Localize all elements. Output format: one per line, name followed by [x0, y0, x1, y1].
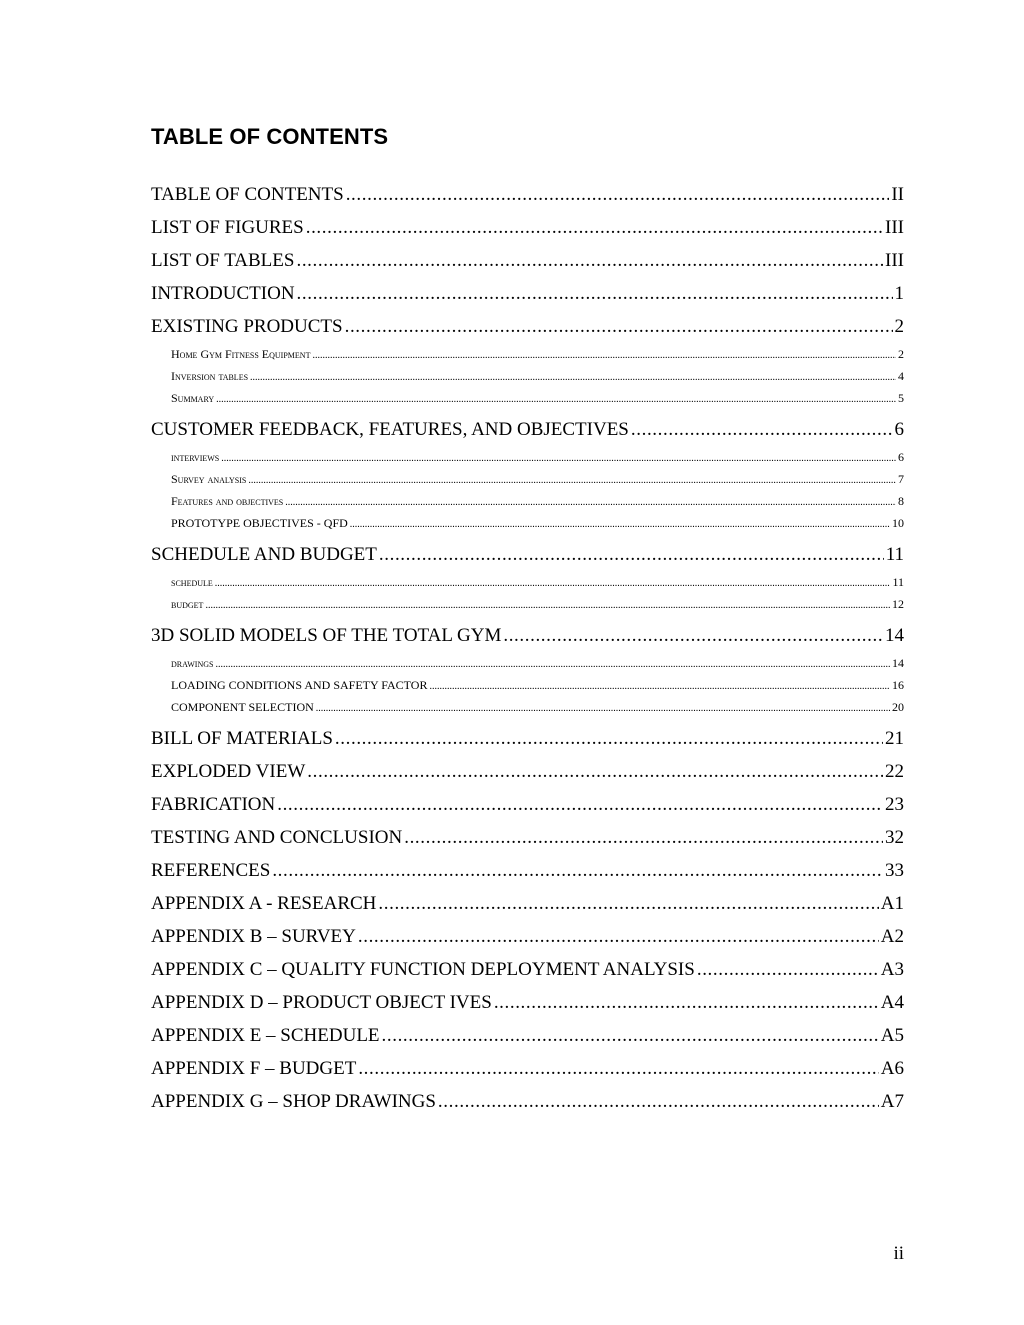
- toc-dot-leader: [285, 491, 896, 513]
- toc-entry[interactable]: [151, 211, 904, 244]
- toc-entry-title: APPENDIX A - RESEARCH: [151, 893, 377, 914]
- toc-entry[interactable]: [151, 310, 904, 343]
- toc-entry[interactable]: [151, 277, 904, 310]
- toc-entry-title: drawings: [171, 656, 214, 670]
- toc-entry-page: 5: [898, 391, 904, 405]
- toc-dot-leader: [316, 697, 890, 719]
- toc-dot-leader: [345, 310, 893, 343]
- toc-dot-leader: [306, 211, 883, 244]
- toc-entry-page: A7: [880, 1091, 904, 1112]
- toc-subentry[interactable]: [151, 366, 904, 388]
- toc-entry-title: EXISTING PRODUCTS: [151, 316, 343, 337]
- toc-dot-leader: [503, 619, 883, 652]
- toc-entry-title: TABLE OF CONTENTS: [151, 184, 344, 205]
- toc-entry-page: 21: [885, 728, 904, 749]
- toc-entry-page: 11: [892, 575, 904, 589]
- toc-entry-page: 2: [894, 316, 904, 337]
- toc-entry-page: 2: [898, 347, 904, 361]
- toc-dot-leader: [250, 366, 896, 388]
- toc-dot-leader: [215, 653, 890, 675]
- toc-dot-leader: [404, 821, 883, 854]
- toc-entry-title: APPENDIX F – BUDGET: [151, 1058, 357, 1079]
- toc-entry-page: 14: [885, 625, 904, 646]
- toc-entry-page: A3: [880, 959, 904, 980]
- toc-dot-leader: [335, 722, 883, 755]
- toc-entry-page: 16: [892, 678, 904, 692]
- toc-entry[interactable]: [151, 244, 904, 277]
- toc-entry-page: A2: [880, 926, 904, 947]
- page-title: TABLE OF CONTENTS: [151, 124, 389, 149]
- toc-entry-page: A4: [880, 992, 904, 1013]
- toc-entry-page: 32: [885, 827, 904, 848]
- toc-entry-page: 6: [898, 450, 904, 464]
- toc-entry-page: 14: [892, 656, 904, 670]
- toc-entry-page: 6: [894, 419, 904, 440]
- toc-subentry[interactable]: [151, 697, 904, 719]
- toc-dot-leader: [297, 277, 893, 310]
- toc-entry-title: interviews: [171, 450, 220, 464]
- toc-subentry[interactable]: [151, 344, 904, 366]
- toc-entry-page: 33: [885, 860, 904, 881]
- toc-entry-page: A1: [880, 893, 904, 914]
- toc-entry-page: 1: [894, 283, 904, 304]
- toc-dot-leader: [429, 675, 890, 697]
- toc-subentry[interactable]: [151, 447, 904, 469]
- toc-dot-leader: [277, 788, 883, 821]
- toc-entry-title: CUSTOMER FEEDBACK, FEATURES, AND OBJECTIVES: [151, 419, 629, 440]
- toc-entry-title: APPENDIX B – SURVEY: [151, 926, 356, 947]
- toc-dot-leader: [631, 413, 893, 446]
- toc-dot-leader: [221, 447, 896, 469]
- toc-entry-page: 20: [892, 700, 904, 714]
- toc-subentry[interactable]: [151, 572, 904, 594]
- toc-entry-title: COMPONENT SELECTION: [171, 700, 314, 714]
- toc-entry[interactable]: [151, 755, 904, 788]
- toc-dot-leader: [494, 986, 879, 1019]
- toc-entry-title: 3D SOLID MODELS OF THE TOTAL GYM: [151, 625, 502, 646]
- toc-dot-leader: [697, 953, 879, 986]
- toc-entry[interactable]: [151, 178, 904, 211]
- toc-entry-page: III: [885, 250, 904, 271]
- toc-entry-page: 8: [898, 494, 904, 508]
- toc-subentry[interactable]: [151, 594, 904, 616]
- toc-entry-title: SCHEDULE AND BUDGET: [151, 544, 377, 565]
- toc-entry[interactable]: [151, 1052, 904, 1085]
- toc-entry[interactable]: [151, 413, 904, 446]
- toc-subentry[interactable]: [151, 675, 904, 697]
- toc-dot-leader: [215, 572, 891, 594]
- toc-entry-title: APPENDIX C – QUALITY FUNCTION DEPLOYMENT ANALYSIS: [151, 959, 695, 980]
- toc-entry-page: 11: [885, 544, 904, 565]
- toc-entry-title: Survey analysis: [171, 472, 247, 486]
- toc-entry[interactable]: [151, 538, 904, 571]
- toc-entry[interactable]: [151, 788, 904, 821]
- toc-entry[interactable]: [151, 920, 904, 953]
- toc-subentry[interactable]: [151, 491, 904, 513]
- toc-entry-page: 23: [885, 794, 904, 815]
- toc-dot-leader: [248, 469, 896, 491]
- toc-dot-leader: [307, 755, 883, 788]
- toc-entry[interactable]: [151, 1019, 904, 1052]
- toc-entry-title: APPENDIX G – SHOP DRAWINGS: [151, 1091, 436, 1112]
- toc-entry-page: 7: [898, 472, 904, 486]
- toc-entry[interactable]: [151, 887, 904, 920]
- toc-entry[interactable]: [151, 722, 904, 755]
- toc-entry-title: EXPLODED VIEW: [151, 761, 306, 782]
- toc-entry-title: FABRICATION: [151, 794, 276, 815]
- toc-dot-leader: [438, 1085, 879, 1118]
- toc-entry-page: A5: [880, 1025, 904, 1046]
- toc-entry-title: LIST OF TABLES: [151, 250, 295, 271]
- page-number: ii: [893, 1243, 904, 1264]
- toc-dot-leader: [382, 1019, 879, 1052]
- toc-dot-leader: [378, 887, 878, 920]
- toc-entry[interactable]: [151, 986, 904, 1019]
- toc-dot-leader: [216, 388, 896, 410]
- toc-dot-leader: [205, 594, 890, 616]
- toc-entry-page: 22: [885, 761, 904, 782]
- toc-entry-title: APPENDIX D – PRODUCT OBJECT IVES: [151, 992, 492, 1013]
- toc-entry-page: III: [885, 217, 904, 238]
- toc-entry-title: budget: [171, 597, 204, 611]
- toc-subentry[interactable]: [151, 653, 904, 675]
- toc-entry-title: Inversion tables: [171, 369, 249, 383]
- toc-entry-title: Features and objectives: [171, 494, 284, 508]
- toc-entry[interactable]: [151, 1085, 904, 1118]
- toc-entry[interactable]: [151, 619, 904, 652]
- toc-subentry[interactable]: [151, 513, 904, 535]
- toc-entry-title: BILL OF MATERIALS: [151, 728, 333, 749]
- toc-entry[interactable]: [151, 953, 904, 986]
- toc-entry[interactable]: [151, 821, 904, 854]
- toc-entry-title: INTRODUCTION: [151, 283, 295, 304]
- toc-entry-page: 4: [898, 369, 904, 383]
- toc-dot-leader: [346, 178, 890, 211]
- toc-entry-page: A6: [880, 1058, 904, 1079]
- toc-entry-title: TESTING AND CONCLUSION: [151, 827, 403, 848]
- toc-entry-title: LIST OF FIGURES: [151, 217, 304, 238]
- toc-entry-title: REFERENCES: [151, 860, 271, 881]
- toc-subentry[interactable]: [151, 469, 904, 491]
- toc-entry-title: schedule: [171, 575, 213, 589]
- toc-dot-leader: [358, 920, 879, 953]
- toc-dot-leader: [358, 1052, 878, 1085]
- toc-entry-title: APPENDIX E – SCHEDULE: [151, 1025, 380, 1046]
- toc-entry-title: Home Gym Fitness Equipment: [171, 347, 311, 361]
- toc-dot-leader: [296, 244, 883, 277]
- toc-entry[interactable]: [151, 854, 904, 887]
- toc-dot-leader: [312, 344, 896, 366]
- toc-entry-title: PROTOTYPE OBJECTIVES - QFD: [171, 516, 348, 530]
- toc-dot-leader: [350, 513, 890, 535]
- toc-dot-leader: [272, 854, 883, 887]
- toc-entry-page: 12: [892, 597, 904, 611]
- table-of-contents: [151, 178, 904, 1118]
- toc-subentry[interactable]: [151, 388, 904, 410]
- toc-entry-title: Summary: [171, 391, 215, 405]
- toc-dot-leader: [379, 538, 884, 571]
- toc-entry-page: 10: [892, 516, 904, 530]
- toc-entry-page: II: [891, 184, 904, 205]
- toc-entry-title: LOADING CONDITIONS AND SAFETY FACTOR: [171, 678, 428, 692]
